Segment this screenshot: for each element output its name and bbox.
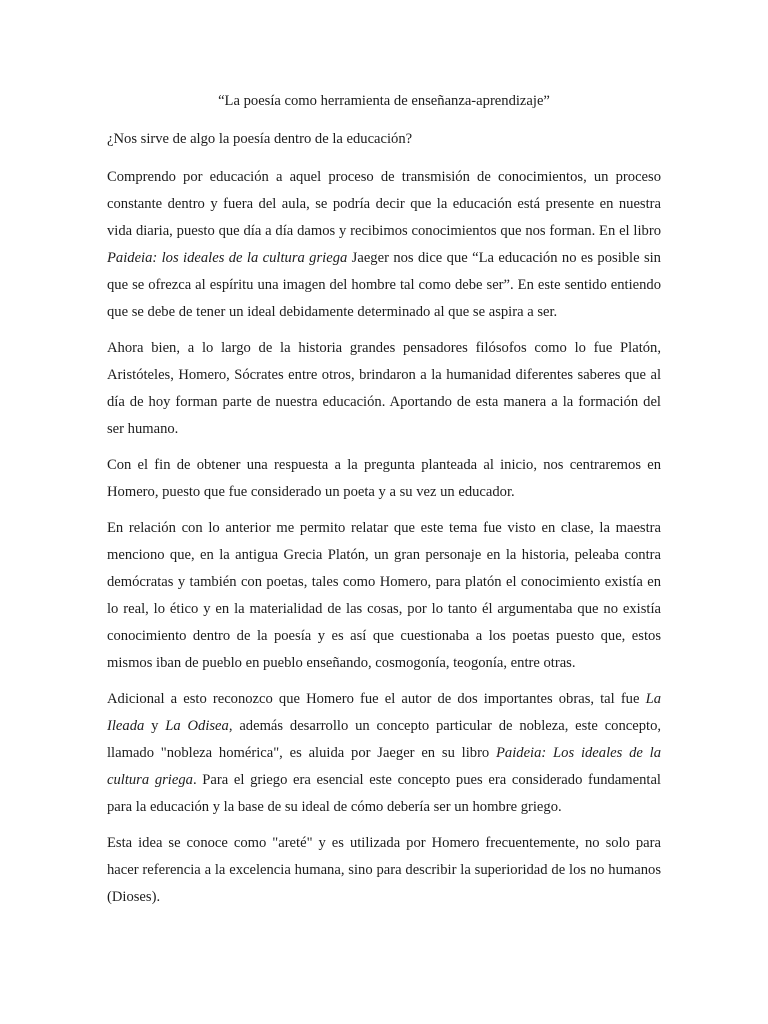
paragraph-text: Con el fin de obtener una respuesta a la pregunta planteada al inicio, nos centraremos en Homero, puesto que fue considerado un poeta y a su vez un educador. xyxy=(107,457,661,500)
body-text xyxy=(107,164,661,911)
document-title: “La poesía como herramienta de enseñanza-aprendizaje” xyxy=(218,93,550,109)
paragraph-text: , además desarrollo un concepto particular de nobleza, este concepto, llamado "nobleza homérica", es aluida por Jaeger en su libro xyxy=(107,718,662,761)
document-page xyxy=(107,88,661,920)
italic-book-title: Paideia: Los ideales de la cultura griega xyxy=(107,745,661,788)
paragraph xyxy=(107,164,661,326)
italic-book-title: Paideia: los ideales de la cultura griega xyxy=(107,250,348,266)
paragraph-text: Jaeger nos dice que “La educación no es posible sin que se ofrezca al espíritu una imagen del hombre tal como debe ser”. En este sentido entiendo que se debe de tener un ideal debidamente determinado al que se aspira a ser. xyxy=(107,250,661,320)
italic-book-title: La Ileada xyxy=(107,691,661,734)
paragraph-text: Esta idea se conoce como "areté" y es utilizada por Homero frecuentemente, no solo para hacer referencia a la excelencia humana, sino para describir la superioridad de los no humanos (Dioses). xyxy=(107,835,661,905)
paragraph-text: . Para el griego era esencial este concepto pues era considerado fundamental para la educación y la base de su ideal de cómo debería ser un hombre griego. xyxy=(107,772,661,815)
paragraph-text: Ahora bien, a lo largo de la historia grandes pensadores filósofos como lo fue Platón, Aristóteles, Homero, Sócrates entre otros, brindaron a la humanidad diferentes saberes que al día de hoy forman parte de nuestra educación. Aportando de esta manera a la formación del ser humano. xyxy=(107,340,661,437)
lead-question: ¿Nos sirve de algo la poesía dentro de la educación? xyxy=(107,131,413,147)
paragraph xyxy=(107,515,661,677)
paragraph-text: y xyxy=(144,718,166,734)
paragraph xyxy=(107,335,661,443)
italic-book-title: La Odisea xyxy=(165,718,229,734)
paragraph-text: En relación con lo anterior me permito relatar que este tema fue visto en clase, la maestra menciono que, en la antigua Grecia Platón, un gran personaje en la historia, peleaba contra demócratas y también con poetas, tales como Homero, para platón el conocimiento existía en lo real, lo ético y en la materialidad de las cosas, por lo tanto él argumentaba que no existía conocimiento dentro de la poesía y es así que cuestionaba a los poetas puesto que, estos mismos iban de pueblo en pueblo enseñando, cosmogonía, teogonía, entre otras. xyxy=(107,520,661,671)
paragraph xyxy=(107,830,661,911)
paragraph-text: Comprendo por educación a aquel proceso de transmisión de conocimientos, un proceso constante dentro y fuera del aula, se podría decir que la educación está presente en nuestra vida diaria, puesto que día a día damos y recibimos conocimientos que nos forman. En el libro xyxy=(107,169,661,239)
paragraph xyxy=(107,452,661,506)
paragraph xyxy=(107,686,661,821)
paragraph-text: Adicional a esto reconozco que Homero fue el autor de dos importantes obras, tal fue xyxy=(107,691,646,707)
